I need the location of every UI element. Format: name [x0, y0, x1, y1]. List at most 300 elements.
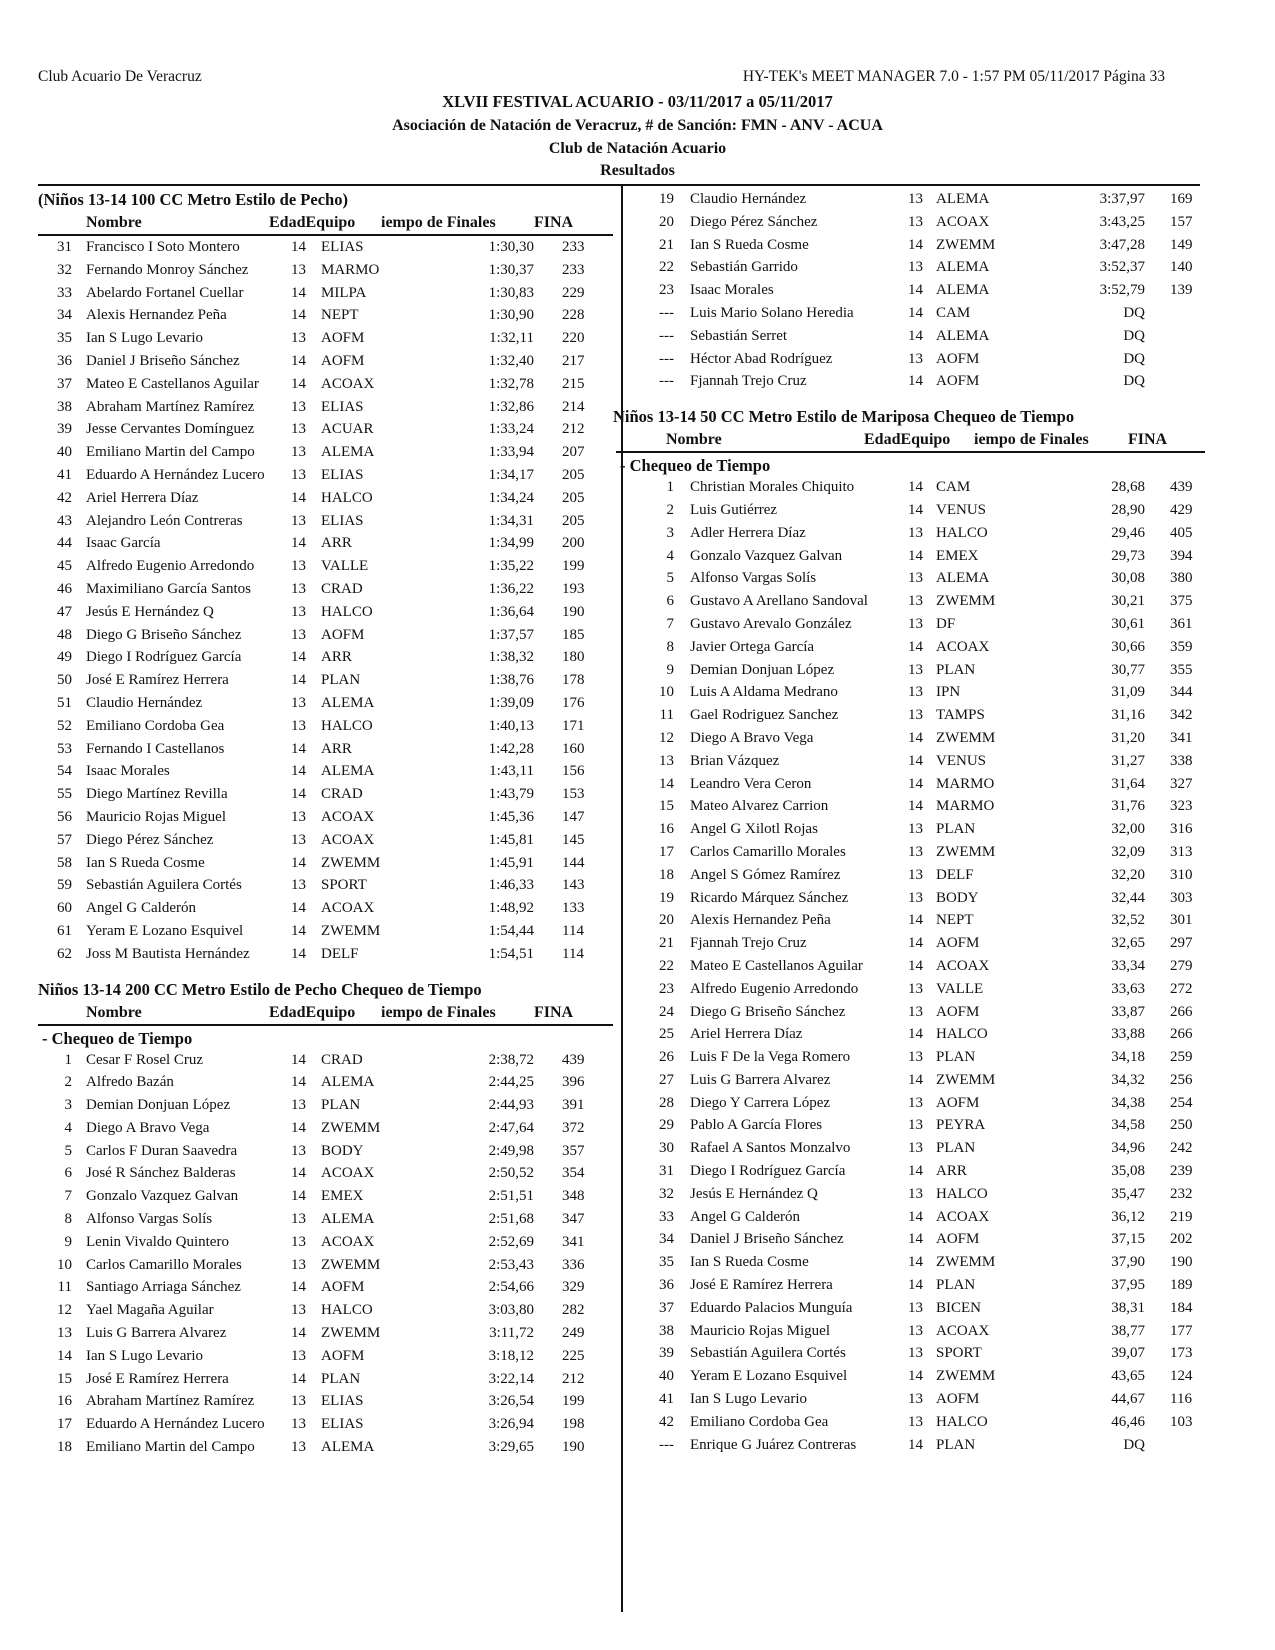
fina-points: 220 — [562, 330, 585, 347]
fina-points: 439 — [1170, 479, 1193, 496]
col-time: iempo de Finales — [974, 431, 1089, 449]
age-cell: 13 — [291, 877, 306, 894]
place-cell: 60 — [57, 900, 72, 917]
col-time: iempo de Finales — [381, 1003, 496, 1021]
team-cell: ACOAX — [936, 213, 990, 230]
final-time: 2:54,66 — [488, 1279, 534, 1296]
team-cell: PLAN — [936, 1140, 976, 1157]
table-row — [640, 773, 1205, 796]
fina-points: 439 — [562, 1051, 585, 1068]
place-cell: 40 — [57, 444, 72, 461]
fina-points: 342 — [1170, 707, 1193, 724]
table-row — [640, 955, 1205, 978]
age-cell: 13 — [908, 213, 923, 230]
fina-points: 272 — [1170, 980, 1193, 997]
final-time: 1:33,24 — [488, 421, 534, 438]
final-time: 1:34,31 — [488, 512, 534, 529]
final-time: 3:43,25 — [1099, 213, 1145, 230]
team-cell: ALEMA — [321, 1074, 375, 1091]
fina-points: 171 — [562, 717, 585, 734]
team-cell: AOFM — [936, 350, 980, 367]
swimmer-name: Pablo A García Flores — [690, 1117, 823, 1134]
swimmer-name: Luis A Aldama Medrano — [690, 684, 838, 701]
age-cell: 14 — [291, 1188, 306, 1205]
place-cell: 34 — [57, 307, 72, 324]
fina-points: 256 — [1170, 1071, 1193, 1088]
table-row — [640, 279, 1205, 302]
final-time: 2:44,93 — [488, 1097, 534, 1114]
fina-points: 153 — [562, 786, 585, 803]
age-cell: 14 — [908, 304, 923, 321]
swimmer-name: Carlos F Duran Saavedra — [86, 1142, 238, 1159]
place-cell: 35 — [57, 330, 72, 347]
swimmer-name: Alejandro León Contreras — [86, 512, 243, 529]
swimmer-name: Angel G Calderón — [86, 900, 196, 917]
table-row — [38, 532, 613, 555]
place-cell: 17 — [57, 1416, 72, 1433]
fina-points: 157 — [1170, 213, 1193, 230]
final-time: 31,27 — [1111, 752, 1145, 769]
final-time: 44,67 — [1111, 1391, 1145, 1408]
team-cell: IPN — [936, 684, 961, 701]
age-cell: 13 — [908, 1345, 923, 1362]
table-row — [38, 441, 613, 464]
final-time: 36,12 — [1111, 1208, 1145, 1225]
table-row — [640, 932, 1205, 955]
final-time: 30,21 — [1111, 593, 1145, 610]
team-cell: DELF — [321, 945, 359, 962]
fina-points: 139 — [1170, 282, 1193, 299]
swimmer-name: Luis Gutiérrez — [690, 501, 778, 518]
final-time: 1:30,83 — [488, 284, 534, 301]
age-cell: 14 — [908, 638, 923, 655]
table-row — [640, 211, 1205, 234]
place-cell: 13 — [57, 1325, 72, 1342]
swimmer-name: Alfonso Vargas Solís — [690, 570, 817, 587]
final-time: 37,90 — [1111, 1254, 1145, 1271]
table-row — [640, 256, 1205, 279]
place-cell: --- — [659, 373, 674, 390]
fina-points: 229 — [562, 284, 585, 301]
team-cell: HALCO — [321, 603, 373, 620]
age-cell: 14 — [291, 1119, 306, 1136]
table-row — [38, 715, 613, 738]
age-cell: 13 — [291, 1097, 306, 1114]
fina-points: 310 — [1170, 866, 1193, 883]
team-cell: MARMO — [321, 261, 380, 278]
team-cell: ACOAX — [936, 638, 990, 655]
team-cell: DF — [936, 615, 956, 632]
fina-points: 266 — [1170, 1003, 1193, 1020]
place-cell: 46 — [57, 580, 72, 597]
team-cell: ARR — [321, 649, 352, 666]
place-cell: 17 — [659, 843, 674, 860]
table-row — [640, 1137, 1205, 1160]
final-time: DQ — [1123, 304, 1145, 321]
age-cell: 14 — [908, 1071, 923, 1088]
table-row — [640, 681, 1205, 704]
age-cell: 13 — [291, 580, 306, 597]
team-cell: ELIAS — [321, 239, 364, 255]
final-time: 28,68 — [1111, 479, 1145, 496]
age-cell: 14 — [291, 375, 306, 392]
team-cell: PLAN — [936, 821, 976, 838]
swimmer-name: Eduardo Palacios Munguía — [690, 1299, 853, 1316]
fina-points: 114 — [562, 922, 584, 939]
team-cell: ZWEMM — [321, 922, 381, 939]
place-cell: 1 — [64, 1051, 72, 1068]
team-cell: PLAN — [936, 1277, 976, 1294]
table-row — [640, 795, 1205, 818]
age-cell: 13 — [908, 889, 923, 906]
age-cell: 13 — [291, 261, 306, 278]
team-cell: ACOAX — [321, 375, 375, 392]
place-cell: 12 — [57, 1302, 72, 1319]
swimmer-name: Carlos Camarillo Morales — [86, 1256, 242, 1273]
swimmer-name: Abraham Martínez Ramírez — [86, 398, 255, 415]
table-row — [640, 750, 1205, 773]
table-row — [38, 806, 613, 829]
swimmer-name: Héctor Abad Rodríguez — [690, 350, 833, 367]
table-row — [640, 522, 1205, 545]
age-cell: 14 — [908, 373, 923, 390]
event-title: Niños 13-14 50 CC Metro Estilo de Mariposa Chequeo de Tiempo — [613, 407, 1075, 427]
final-time: 32,09 — [1111, 843, 1145, 860]
place-cell: 33 — [57, 284, 72, 301]
team-cell: EMEX — [936, 547, 979, 564]
swimmer-name: Adler Herrera Díaz — [690, 524, 806, 541]
table-row — [38, 1117, 613, 1140]
table-row — [38, 304, 613, 327]
team-cell: ALEMA — [936, 282, 990, 299]
age-cell: 14 — [291, 535, 306, 552]
team-cell: ZWEMM — [936, 729, 996, 746]
team-cell: CRAD — [321, 786, 363, 803]
swimmer-name: Fjannah Trejo Cruz — [690, 935, 807, 952]
place-cell: 41 — [659, 1391, 674, 1408]
fina-points: 361 — [1170, 615, 1193, 632]
fina-points: 143 — [562, 877, 585, 894]
swimmer-name: Abraham Martínez Ramírez — [86, 1393, 255, 1410]
fina-points: 207 — [562, 444, 585, 461]
age-cell: 13 — [908, 1049, 923, 1066]
age-cell: 13 — [291, 398, 306, 415]
swimmer-name: Ariel Herrera Díaz — [690, 1026, 803, 1043]
place-cell: --- — [659, 1436, 674, 1453]
final-time: 1:43,11 — [489, 763, 534, 780]
place-cell: 20 — [659, 912, 674, 929]
fina-points: 233 — [562, 261, 585, 278]
age-cell: 13 — [908, 1391, 923, 1408]
team-cell: SPORT — [936, 1345, 982, 1362]
table-header — [38, 1001, 613, 1026]
place-cell: 4 — [64, 1119, 72, 1136]
place-cell: 8 — [666, 638, 674, 655]
final-time: 1:32,40 — [488, 352, 534, 369]
place-cell: 38 — [659, 1322, 674, 1339]
fina-points: 144 — [562, 854, 585, 871]
swimmer-name: Mauricio Rojas Miguel — [690, 1322, 830, 1339]
place-cell: 55 — [57, 786, 72, 803]
final-time: 3:47,28 — [1099, 236, 1145, 253]
fina-points: 313 — [1170, 843, 1193, 860]
fina-points: 254 — [1170, 1094, 1193, 1111]
table-row — [38, 282, 613, 305]
age-cell: 14 — [908, 1163, 923, 1180]
place-cell: 18 — [57, 1439, 72, 1456]
team-cell: ARR — [321, 535, 352, 552]
swimmer-name: Alexis Hernandez Peña — [690, 912, 831, 929]
swimmer-name: Yeram E Lozano Esquivel — [690, 1368, 848, 1385]
fina-points: 178 — [562, 672, 585, 689]
final-time: 1:54,44 — [488, 922, 534, 939]
team-cell: ELIAS — [321, 398, 364, 415]
fina-points: 180 — [562, 649, 585, 666]
final-time: 29,73 — [1111, 547, 1145, 564]
team-cell: ACOAX — [936, 1322, 990, 1339]
place-cell: 2 — [666, 501, 674, 518]
place-cell: 36 — [57, 352, 72, 369]
team-cell: PLAN — [321, 672, 361, 689]
fina-points: 219 — [1170, 1208, 1193, 1225]
table-row — [640, 1434, 1205, 1457]
place-cell: 13 — [659, 752, 674, 769]
table-row — [640, 1411, 1205, 1434]
age-cell: 14 — [908, 752, 923, 769]
team-cell: CAM — [936, 304, 971, 321]
heat-subheading: - Chequeo de Tiempo — [42, 1028, 193, 1048]
fina-points: 149 — [1170, 236, 1193, 253]
table-row — [38, 1185, 613, 1208]
final-time: 31,76 — [1111, 798, 1145, 815]
age-cell: 14 — [908, 798, 923, 815]
final-time: 46,46 — [1111, 1413, 1145, 1430]
age-cell: 13 — [908, 1185, 923, 1202]
final-time: 2:49,98 — [488, 1142, 534, 1159]
team-cell: ACOAX — [321, 900, 375, 917]
age-cell: 14 — [291, 239, 306, 255]
age-cell: 13 — [908, 821, 923, 838]
team-cell: ALEMA — [321, 1439, 375, 1456]
swimmer-name: José E Ramírez Herrera — [86, 672, 229, 689]
final-time: 2:51,68 — [488, 1211, 534, 1228]
age-cell: 13 — [291, 1347, 306, 1364]
final-time: 1:45,36 — [488, 808, 534, 825]
fina-points: 329 — [562, 1279, 585, 1296]
place-cell: 44 — [57, 535, 72, 552]
team-cell: AOFM — [936, 1231, 980, 1248]
place-cell: 43 — [57, 512, 72, 529]
team-cell: VALLE — [936, 980, 984, 997]
final-time: 1:34,99 — [488, 535, 534, 552]
table-row — [640, 370, 1205, 393]
place-cell: 22 — [659, 259, 674, 276]
team-cell: ALEMA — [321, 763, 375, 780]
table-row — [38, 874, 613, 897]
swimmer-name: Yeram E Lozano Esquivel — [86, 922, 244, 939]
swimmer-name: Ian S Rueda Cosme — [690, 1254, 809, 1271]
swimmer-name: Mateo Alvarez Carrion — [690, 798, 829, 815]
final-time: 1:30,90 — [488, 307, 534, 324]
place-cell: 4 — [666, 547, 674, 564]
place-cell: 20 — [659, 213, 674, 230]
age-cell: 13 — [291, 512, 306, 529]
place-cell: 49 — [57, 649, 72, 666]
fina-points: 189 — [1170, 1277, 1193, 1294]
team-cell: ZWEMM — [936, 1368, 996, 1385]
final-time: 39,07 — [1111, 1345, 1145, 1362]
table-row — [640, 1092, 1205, 1115]
swimmer-name: Demian Donjuan López — [690, 661, 835, 678]
fina-points: 239 — [1170, 1163, 1193, 1180]
swimmer-name: Fernando I Castellanos — [86, 740, 225, 757]
team-cell: ACUAR — [321, 421, 374, 438]
host-club: Club de Natación Acuario — [548, 140, 727, 157]
swimmer-name: Alfredo Bazán — [86, 1074, 174, 1091]
table-row — [640, 499, 1205, 522]
swimmer-name: Gustavo Arevalo González — [690, 615, 852, 632]
table-row — [38, 601, 613, 624]
swimmer-name: José E Ramírez Herrera — [690, 1277, 833, 1294]
table-row — [38, 396, 613, 419]
final-time: 34,38 — [1111, 1094, 1145, 1111]
place-cell: 39 — [57, 421, 72, 438]
swimmer-name: Ian S Rueda Cosme — [86, 854, 205, 871]
place-cell: 40 — [659, 1368, 674, 1385]
swimmer-name: Joss M Bautista Hernández — [86, 945, 250, 962]
final-time: 2:38,72 — [488, 1051, 534, 1068]
team-cell: AOFM — [936, 1003, 980, 1020]
meet-title: XLVII FESTIVAL ACUARIO - 03/11/2017 a 05/11/2017 — [442, 92, 833, 111]
place-cell: 14 — [659, 775, 674, 792]
table-row — [640, 659, 1205, 682]
swimmer-name: Isaac Morales — [86, 763, 170, 780]
place-cell: 9 — [64, 1233, 72, 1250]
age-cell: 14 — [908, 479, 923, 496]
table-row — [38, 783, 613, 806]
final-time: 31,16 — [1111, 707, 1145, 724]
final-time: 38,77 — [1111, 1322, 1145, 1339]
fina-points: 357 — [562, 1142, 585, 1159]
swimmer-name: Alexis Hernandez Peña — [86, 307, 227, 324]
col-fina: FINA — [534, 214, 574, 231]
age-cell: 13 — [908, 1117, 923, 1134]
swimmer-name: Diego G Briseño Sánchez — [86, 626, 242, 643]
final-time: 2:52,69 — [488, 1233, 534, 1250]
place-cell: 21 — [659, 935, 674, 952]
place-cell: 21 — [659, 236, 674, 253]
swimmer-name: Alfredo Eugenio Arredondo — [690, 980, 859, 997]
place-cell: 22 — [659, 957, 674, 974]
place-cell: 26 — [659, 1049, 674, 1066]
fina-points: 198 — [562, 1416, 585, 1433]
swimmer-name: Ian S Lugo Levario — [86, 330, 204, 347]
table-row — [640, 234, 1205, 257]
place-cell: 23 — [659, 980, 674, 997]
table-row — [38, 327, 613, 350]
fina-points: 212 — [562, 421, 585, 438]
swimmer-name: Diego Martínez Revilla — [86, 786, 228, 803]
age-cell: 13 — [291, 1416, 306, 1433]
table-row — [640, 1297, 1205, 1320]
right-column — [613, 188, 1205, 1456]
fina-points: 124 — [1170, 1368, 1193, 1385]
fina-points: 396 — [562, 1074, 585, 1091]
team-cell: ACOAX — [321, 831, 375, 848]
table-row — [640, 1069, 1205, 1092]
club-name: Club Acuario De Veracruz — [38, 68, 202, 85]
table-row — [38, 236, 613, 259]
age-cell: 14 — [291, 649, 306, 666]
place-cell: 31 — [659, 1163, 674, 1180]
place-cell: 36 — [659, 1277, 674, 1294]
team-cell: ZWEMM — [936, 1071, 996, 1088]
place-cell: 19 — [659, 191, 674, 207]
swimmer-name: Abelardo Fortanel Cuellar — [86, 284, 244, 301]
age-cell: 13 — [291, 444, 306, 461]
age-cell: 13 — [908, 1299, 923, 1316]
fina-points: 114 — [562, 945, 584, 962]
fina-points: 199 — [562, 558, 585, 575]
swimmer-name: Demian Donjuan López — [86, 1097, 231, 1114]
final-time: 2:53,43 — [488, 1256, 534, 1273]
table-row — [640, 887, 1205, 910]
swimmer-name: Leandro Vera Ceron — [690, 775, 812, 792]
place-cell: 62 — [57, 945, 72, 962]
place-cell: 34 — [659, 1231, 674, 1248]
age-cell: 14 — [908, 729, 923, 746]
place-cell: 6 — [64, 1165, 72, 1182]
team-cell: TAMPS — [936, 707, 985, 724]
age-cell: 14 — [908, 547, 923, 564]
age-cell: 13 — [908, 1140, 923, 1157]
place-cell: --- — [659, 327, 674, 344]
place-cell: 28 — [659, 1094, 674, 1111]
table-row — [640, 704, 1205, 727]
age-cell: 14 — [908, 1026, 923, 1043]
swimmer-name: Claudio Hernández — [86, 694, 203, 711]
place-cell: 2 — [64, 1074, 72, 1091]
heat-subheading: - Chequeo de Tiempo — [620, 456, 771, 476]
place-cell: --- — [659, 350, 674, 367]
place-cell: 32 — [57, 261, 72, 278]
place-cell: 3 — [666, 524, 674, 541]
place-cell: 54 — [57, 763, 72, 780]
age-cell: 13 — [291, 626, 306, 643]
fina-points: 205 — [562, 466, 585, 483]
swimmer-name: Angel G Calderón — [690, 1208, 800, 1225]
place-cell: 11 — [659, 707, 674, 724]
team-cell: ELIAS — [321, 466, 364, 483]
age-cell: 14 — [291, 763, 306, 780]
age-cell: 14 — [291, 1279, 306, 1296]
place-cell: 42 — [57, 489, 72, 506]
team-cell: ELIAS — [321, 1416, 364, 1433]
team-cell: MARMO — [936, 775, 995, 792]
fina-points: 380 — [1170, 570, 1193, 587]
fina-points: 169 — [1170, 191, 1193, 207]
age-cell: 14 — [291, 1325, 306, 1342]
final-time: DQ — [1123, 350, 1145, 367]
final-time: 34,18 — [1111, 1049, 1145, 1066]
swimmer-name: Ricardo Márquez Sánchez — [690, 889, 849, 906]
team-cell: ZWEMM — [936, 593, 996, 610]
table-row — [38, 852, 613, 875]
swimmer-name: Gael Rodriguez Sanchez — [690, 707, 839, 724]
team-cell: ALEMA — [321, 444, 375, 461]
swimmer-name: Eduardo A Hernández Lucero — [86, 466, 265, 483]
table-row — [38, 738, 613, 761]
